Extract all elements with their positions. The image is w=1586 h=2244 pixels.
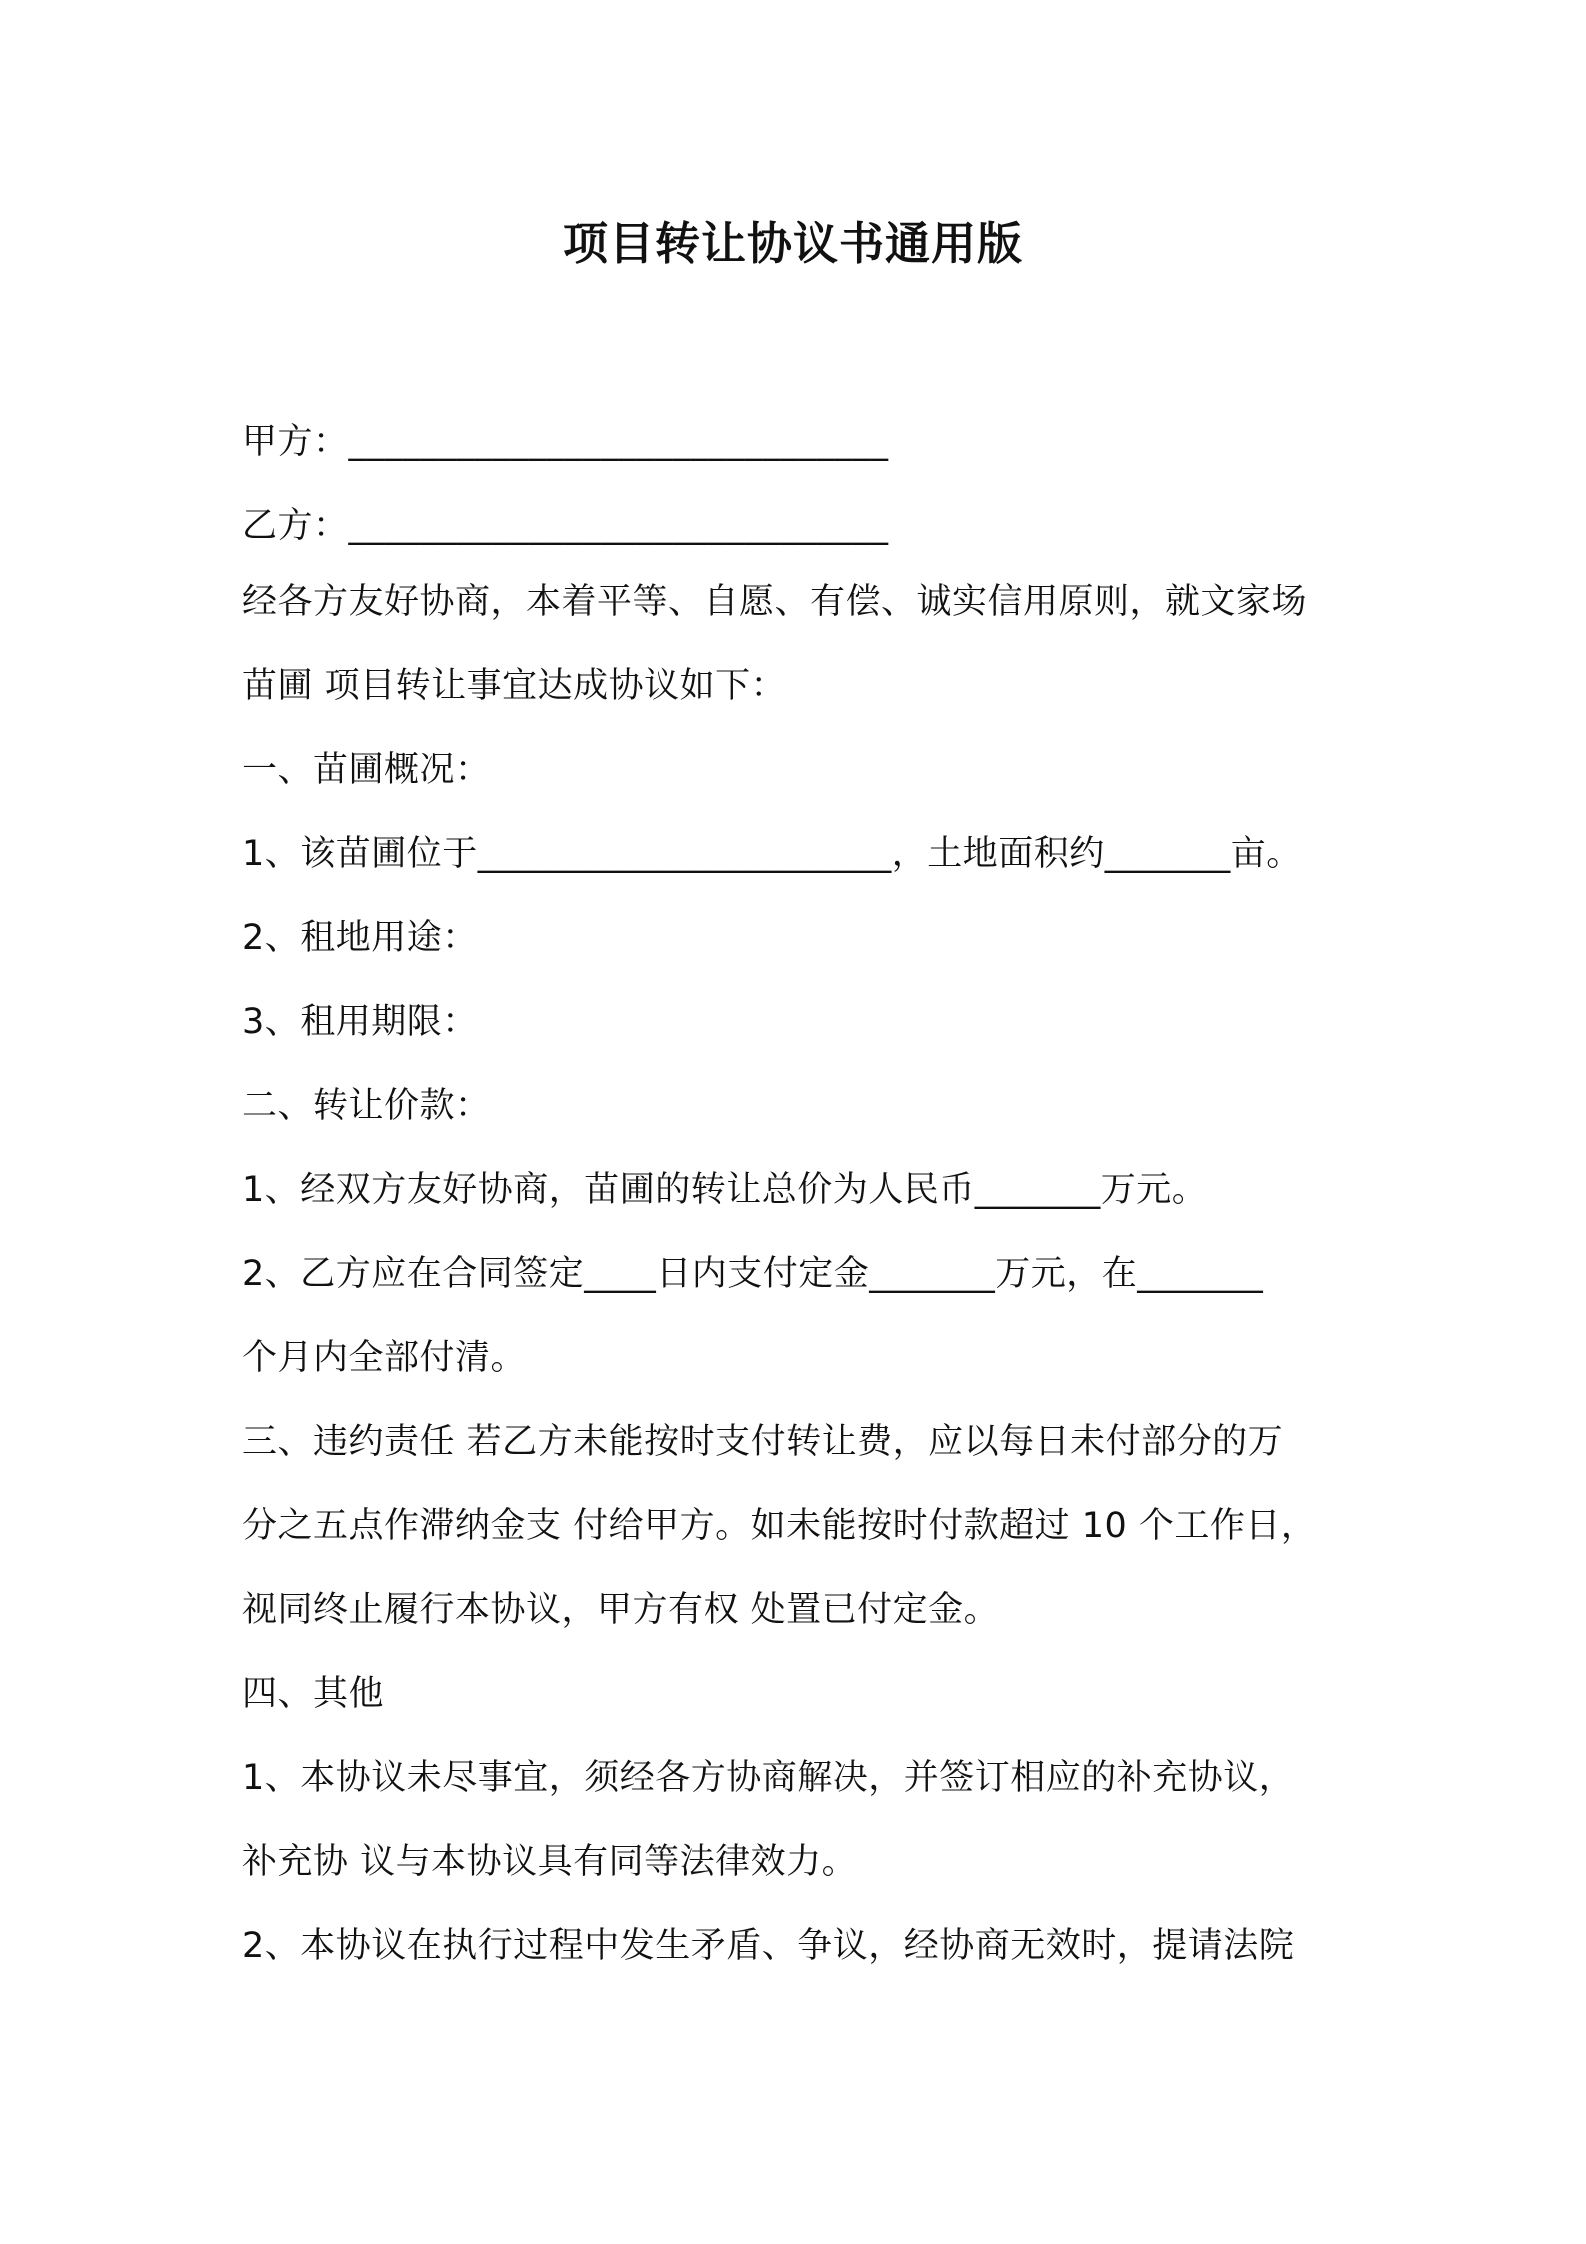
section-3-line-3: 视同终止履行本协议，甲方有权 处置已付定金。 bbox=[242, 1590, 1000, 1630]
section-4-item-2: 2、本协议在执行过程中发生矛盾、争议，经协商无效时，提请法院 bbox=[242, 1926, 1295, 1966]
preamble-line-1: 经各方友好协商，本着平等、自愿、有偿、诚实信用原则，就文家场 bbox=[242, 582, 1308, 622]
section-2-item-2-cont: 个月内全部付清。 bbox=[242, 1338, 527, 1378]
section-1-item-3: 3、租用期限： bbox=[242, 1002, 478, 1042]
section-2-item-1: 1、经双方友好协商，苗圃的转让总价为人民币_______万元。 bbox=[242, 1170, 1208, 1210]
section-4-item-1: 1、本协议未尽事宜，须经各方协商解决，并签订相应的补充协议， bbox=[242, 1758, 1295, 1798]
section-2-heading: 二、转让价款： bbox=[242, 1086, 491, 1126]
document-title: 项目转让协议书通用版 bbox=[562, 217, 1023, 270]
section-1-heading: 一、苗圃概况： bbox=[242, 750, 491, 790]
section-4-item-1-cont: 补充协 议与本协议具有同等法律效力。 bbox=[242, 1842, 858, 1882]
section-1-item-2: 2、租地用途： bbox=[242, 918, 478, 958]
section-3-line-2: 分之五点作滞纳金支 付给甲方。如未能按时付款超过 10 个工作日， bbox=[242, 1506, 1317, 1546]
section-3-line-1: 三、违约责任 若乙方未能按时支付转让费，应以每日未付部分的万 bbox=[242, 1422, 1284, 1462]
section-2-item-2: 2、乙方应在合同签定____日内支付定金_______万元，在_______ bbox=[242, 1254, 1264, 1294]
section-4-heading: 四、其他 bbox=[242, 1674, 385, 1714]
preamble-line-2: 苗圃 项目转让事宜达成协议如下： bbox=[242, 666, 787, 706]
section-1-item-1: 1、该苗圃位于_______________________，土地面积约_______亩。 bbox=[242, 834, 1302, 874]
party-b-line: 乙方：______________________________ bbox=[242, 506, 889, 546]
party-a-line: 甲方：______________________________ bbox=[242, 422, 889, 462]
